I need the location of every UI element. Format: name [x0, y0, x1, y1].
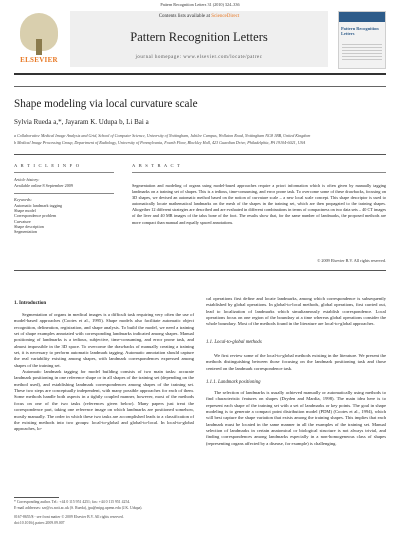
elsevier-logo — [14, 11, 64, 67]
abstract-heading: A B S T R A C T — [132, 163, 182, 168]
subsection-heading: 1.1. Local-to-global methods — [206, 340, 262, 345]
header-rule-thin — [14, 86, 386, 87]
body-right-column-part — [206, 390, 386, 447]
author-list: Sylvia Rueda a,*, Jayaram K. Udupa b, Li Bai a — [14, 118, 149, 126]
history-label: Article history: — [14, 177, 40, 182]
affiliation-b: b Medical Image Processing Group, Department of Radiology, University of Pennsylvania, Fourth Floor, Blockley Hall, 423 Guardian Drive, Philadelphia, PA 19104-6021, USA — [14, 140, 306, 145]
body-right-column — [206, 296, 386, 328]
article-info-heading: A R T I C L E I N F O — [14, 163, 81, 168]
keyword: Shape model — [14, 208, 36, 214]
paragraph: cal operations first define and locate landmarks, among which correspondence is subsequently established by global operations. In global-to-local methods, global operations, first carried out, lead to localization of landmarks which simultaneously establish correspondence. Local operations focus on one region of the boundary at a time whereas global operations consider the whole boundary. Most of the methods found in the literature are local-to-global approaches. — [206, 296, 386, 327]
keyword: Shape description — [14, 223, 44, 229]
paragraph: Segmentation of organs in medical images is a difficult task requiring very often the use of model-based approaches (Cootes et al., 1995). Shape models also facilitate automatic object recognition, delineation, registration, and shape analysis. To build the model, we need a training set of shape examples annotated with corresponding landmarks indicated among shapes. Manual positioning of landmarks is a tedious, subjective, time-consuming, and error prone task, and almost impossible in the 3D space. To overcome the drawbacks of manually creating a training set, it is necessary to perform automatic landmark tagging. Automatic annotation should capture the real variability existing among shapes, with landmark correspondences expressed among shapes of the training set. — [14, 312, 194, 368]
body-left-column — [14, 312, 194, 433]
header-rule — [14, 73, 386, 75]
journal-banner — [14, 11, 386, 69]
journal-cover-thumbnail — [338, 11, 386, 69]
cover-title: Pattern Recognition Letters — [341, 26, 379, 36]
doi-link[interactable]: doi:10.1016/j.patrec.2009.09.007 — [14, 521, 65, 525]
article-title: Shape modeling via local curvature scale — [14, 98, 198, 110]
footnote-corresponding: * Corresponding author. Tel.: +44 0 115 951 4251; fax: +44 0 115 951 4254. — [14, 500, 131, 504]
subsubsection-heading: 1.1.1. Landmark positioning — [206, 380, 261, 385]
history-value: Available online 8 September 2009 — [14, 183, 73, 188]
paragraph: Automatic landmark tagging for model building consists of two main tasks: accurate landmark positioning in one reference shape or in all shapes of the training set (depending on the method used), and establishing landmark correspondences among shapes of the training set. These two steps are conceptually independent, with many possible approaches for each of them. Some methods handle both aspects in a tightly coupled manner, however, most of the methods focus on one of the two tasks (references given below). Many papers just treat the correspondence part, taking one reference image on which landmarks are positioned somehow, mostly manually. The order in which these two tasks are accomplished leads to a classification of the existing methods into two groups: local-to-global and global-to-local. In local-to-global approaches, lo- — [14, 369, 194, 432]
publisher-name: ELSEVIER — [20, 56, 58, 64]
footnote-rule — [14, 497, 59, 498]
journal-homepage-link[interactable]: journal homepage: www.elsevier.com/locate/patrec — [135, 55, 263, 60]
keyword-list — [14, 203, 114, 234]
keyword: Automatic landmark tagging — [14, 203, 63, 208]
abstract-rule — [14, 270, 386, 271]
body-right-column-part — [206, 353, 386, 372]
journal-title: Pattern Recognition Letters — [130, 30, 268, 44]
citation-line: Pattern Recognition Letters 31 (2010) 324–336 — [160, 2, 240, 7]
footnote-email: E-mail addresses: szr@cs.nott.ac.uk (S. Rueda), jpu@mipg.upenn.edu (J.K. Udupa). — [14, 506, 143, 510]
affiliation-rule — [14, 154, 386, 155]
paragraph: We first review some of the local-to-global methods existing in the literature. We present the methods distinguishing between those focusing on the landmark positioning task and those centered on the landmark correspondence task. — [206, 353, 386, 371]
affiliation-a: a Collaborative Medical Image Analysis and Grid, School of Computer Science, University of Nottingham, Jubilee Campus, Wollaton Road, Nottingham NG8 1BB, United Kingdom — [14, 133, 311, 138]
sciencedirect-link[interactable]: ScienceDirect — [211, 14, 240, 19]
keywords-label: Keywords: — [14, 197, 32, 202]
keyword: Segmentation — [14, 229, 38, 235]
keyword: Curvature — [14, 218, 31, 224]
section-heading-introduction: 1. Introduction — [14, 301, 47, 306]
issn-line: 0167-8655/$ - see front matter © 2009 Elsevier B.V. All rights reserved. — [14, 515, 124, 519]
keyword: Correspondence problem — [14, 213, 57, 219]
copyright-notice: © 2009 Elsevier B.V. All rights reserved. — [317, 258, 386, 263]
paragraph: The selection of landmarks is usually achieved manually or automatically using methods to find characteristic features on shapes (Dryden and Mardia, 1998). The main idea here is to represent each shape of the training set with a set of landmarks or key points. The goal in shape modeling is to generate a compact point distribution model (PDM) (Cootes et al., 1994), which will best capture the shape variation that exists among the training shapes. This implies that each landmark must be located in the same manner in all the examples of the training set. Manual selection of landmarks in certain anatomical or biological structure is not always trivial, and finding correspondences among landmarks especially in a non-homogeneous class of shapes (representing organs affected by a disease, for example) is challenging. — [206, 390, 386, 446]
journal-info-box — [70, 11, 328, 67]
contents-line: Contents lists available at ScienceDirect — [158, 14, 240, 19]
abstract-text: Segmentation and modeling of organs using model-based approaches require a priori information which is often given by manually tagging landmarks on a training set of shapes. This is a tedious, time-consuming, and error prone task. To overcome some of these drawbacks, focusing on 3D shapes, we devised an automatic method based on the notion of curvature scale – a new local scale concept. This shape descriptor is used to automatically locate mathematical landmarks on the mesh of the shapes in the training set, which are then propagated to the training shapes. Altogether 12 different strategies are described and are evaluated in different combinations in terms of compactness on two data sets – 40 CT images of the liver and 40 MR images of the talus bone of the foot. The results show that, for the same number of landmarks, the proposed methods are more compact than manual and equally spaced annotations. — [132, 183, 386, 225]
